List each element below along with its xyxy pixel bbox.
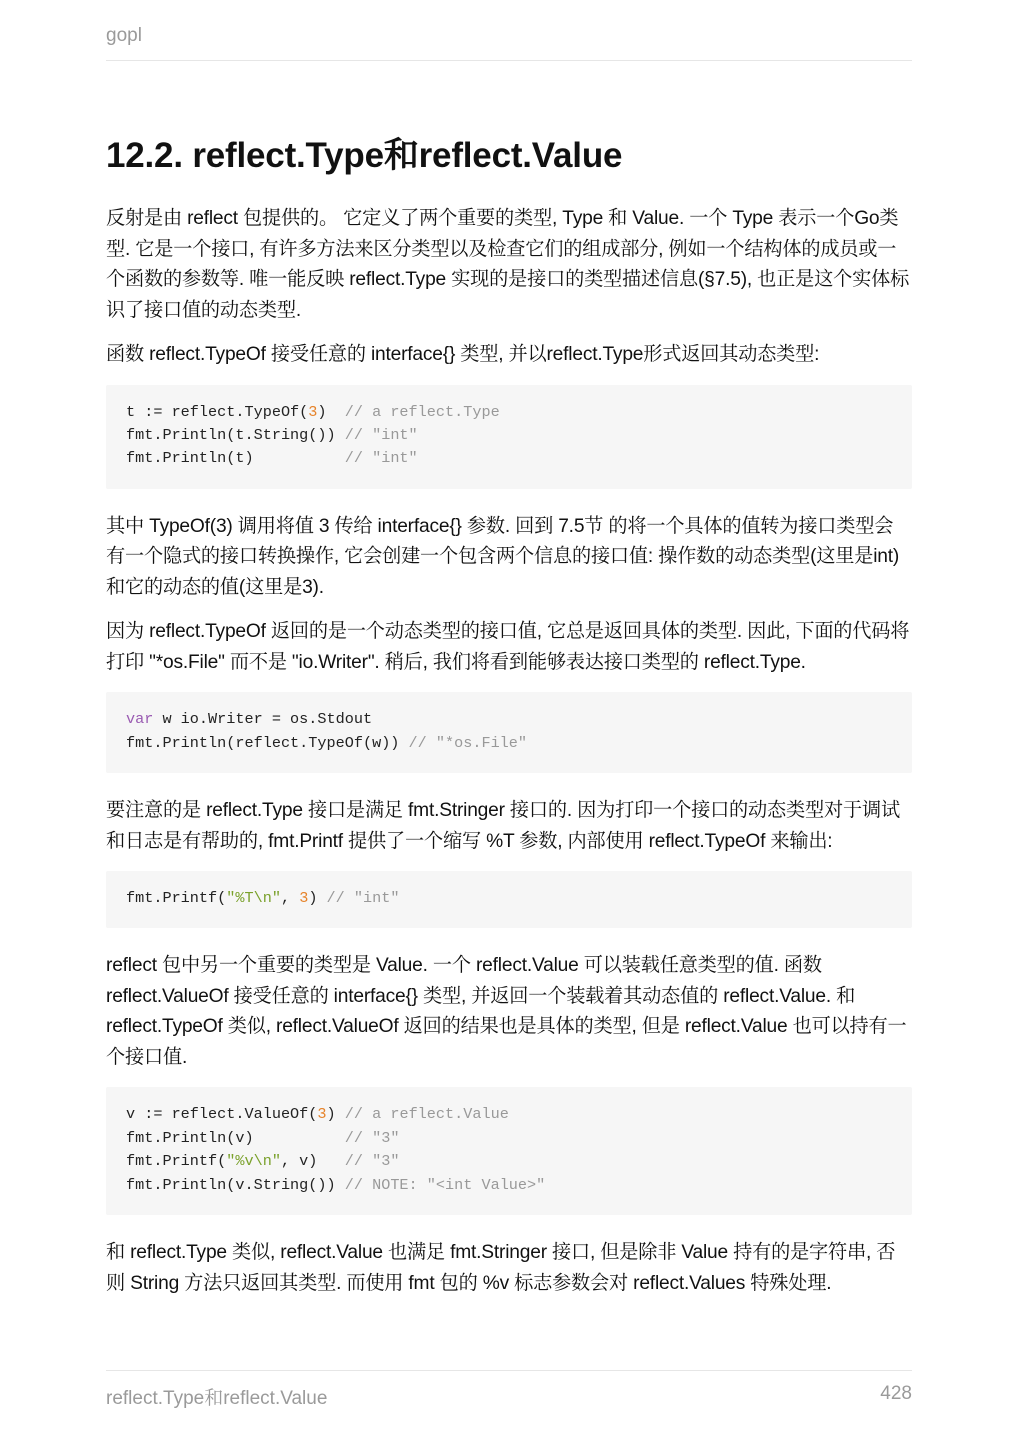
paragraph-typeof: 函数 reflect.TypeOf 接受任意的 interface{} 类型, 并以reflect.Type形式返回其动态类型: <box>106 344 820 365</box>
paragraph-conversion: 其中 TypeOf(3) 调用将值 3 传给 interface{} 参数. 回到 7.5节 的将一个具体的值转为接口类型会有一个隐式的接口转换操作, 它会创建一个包含两个信息的接口值: 操作数的动态类型(这里是int)和它的动态的值(这里是3). <box>106 515 900 598</box>
book-name: gopl <box>106 25 142 46</box>
section-title: 12.2. reflect.Type和reflect.Value <box>106 136 623 175</box>
page-number: 428 <box>880 1383 912 1404</box>
code-block-valueof: v := reflect.ValueOf(3) // a reflect.Value fmt.Println(v) // "3" fmt.Printf("%v\n", v) // "3" fmt.Println(v.String()) // NOTE: "<int Value>" <box>106 1087 912 1215</box>
paragraph-stringer: 要注意的是 reflect.Type 接口是满足 fmt.Stringer 接口的. 因为打印一个接口的动态类型对于调试和日志是有帮助的, fmt.Printf 提供了一个缩写 %T 参数, 内部使用 reflect.TypeOf 来输出: <box>106 800 900 852</box>
code-block-writer: var w io.Writer = os.Stdout fmt.Println(reflect.TypeOf(w)) // "*os.File" <box>106 692 912 773</box>
code-block-printf: fmt.Printf("%T\n", 3) // "int" <box>106 871 912 928</box>
paragraph-value-stringer: 和 reflect.Type 类似, reflect.Value 也满足 fmt.Stringer 接口, 但是除非 Value 持有的是字符串, 否则 String 方法只返回其类型. 而使用 fmt 包的 %v 标志参数会对 reflect.Values 特殊处理. <box>106 1242 896 1294</box>
footer-title: reflect.Type和reflect.Value <box>106 1388 328 1409</box>
code-block-typeof: t := reflect.TypeOf(3) // a reflect.Type fmt.Println(t.String()) // "int" fmt.Println(t) // "int" <box>106 385 912 489</box>
page-footer <box>106 1370 912 1411</box>
page-header <box>106 22 912 61</box>
page-content <box>106 135 912 1313</box>
paragraph-value: reflect 包中另一个重要的类型是 Value. 一个 reflect.Value 可以装载任意类型的值. 函数 reflect.ValueOf 接受任意的 interface{} 类型, 并返回一个装载着其动态值的 reflect.Value. 和 reflect.TypeOf 类似, reflect.ValueOf 返回的结果也是具体的类型, 但是 reflect.Value 也可以持有一个接口值. <box>106 955 907 1068</box>
paragraph-concrete-type: 因为 reflect.TypeOf 返回的是一个动态类型的接口值, 它总是返回具体的类型. 因此, 下面的代码将打印 "*os.File" 而不是 "io.Writer". 稍后, 我们将看到能够表达接口类型的 reflect.Type. <box>106 621 910 673</box>
paragraph-intro: 反射是由 reflect 包提供的。 它定义了两个重要的类型, Type 和 Value. 一个 Type 表示一个Go类型. 它是一个接口, 有许多方法来区分类型以及检查它们的组成部分, 例如一个结构体的成员或一个函数的参数等. 唯一能反映 reflect.Type 实现的是接口的类型描述信息(§7.5), 也正是这个实体标识了接口值的动态类型. <box>106 208 910 321</box>
